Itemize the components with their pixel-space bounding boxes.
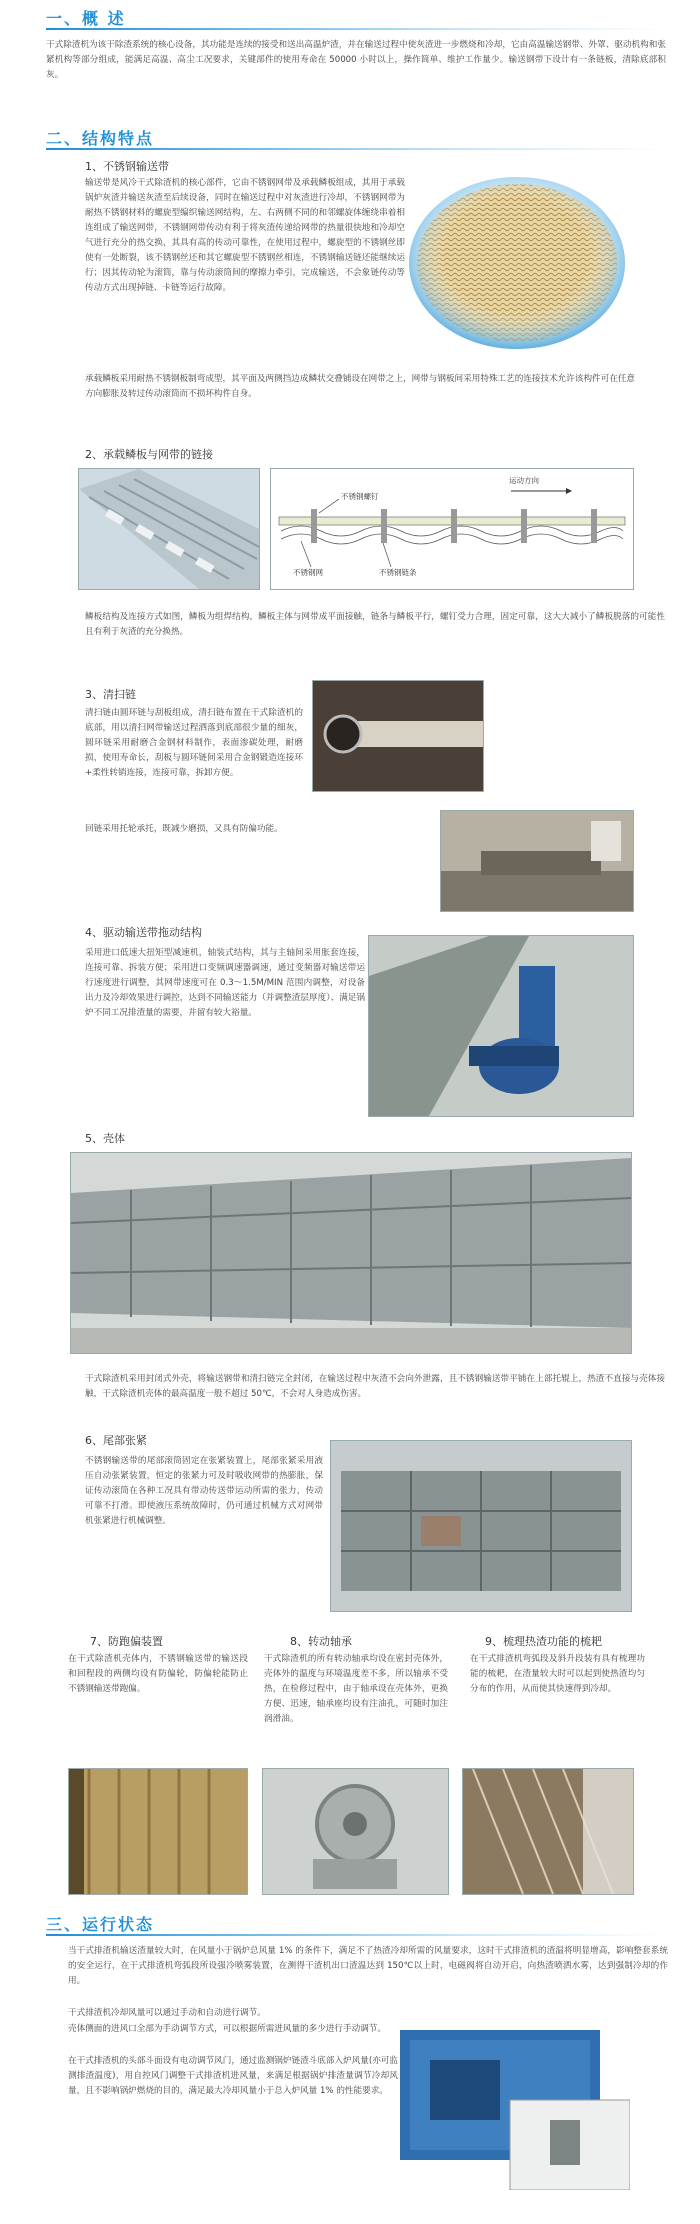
subsection-text-6: 不锈钢输送带的尾部滚筒固定在张紧装置上，尾部张紧采用液压自动张紧装置，恒定的张紧力可及时吸收网带的热膨胀，保证传动滚筒在各种工况具有带动传送带运动所需的张力，传动可靠不打滑。即使液压系统故障时，仍可通过机械方式对网带机张紧进行机械调整。 — [85, 1456, 323, 1526]
subsection-text-3: 清扫链由圆环链与刮板组成，清扫链布置在干式除渣机的底部，用以清扫网带输送过程洒落到底部很少量的细灰，圆环链采用耐磨合金钢材料制作，表面渗碳处理，耐磨损，使用寿命长，刮板与圆环链间采用合金钢锻造连接环+柔性转销连接，连接可靠，拆卸方便。 — [85, 708, 303, 778]
bearing-photo — [262, 1768, 449, 1895]
operation-text-2: 干式排渣机冷却风量可以通过手动和自动进行调节。 — [68, 2008, 266, 2018]
subsection-text-9: 在干式排渣机弯弧段及斜升段装有具有梳理功能的梳耙，在渣量较大时可以起到使热渣均匀分布的作用，从而使其快速得到冷却。 — [470, 1654, 645, 1694]
label-mesh: 不锈钢网 — [293, 568, 323, 577]
damper-photo — [400, 2030, 630, 2190]
subsection-title-4: 4、驱动输送带拖动结构 — [85, 926, 202, 939]
sweep-chain-photo-1 — [312, 680, 484, 792]
section-title-operation: 三、运行状态 — [46, 1915, 155, 1934]
subsection-title-1: 1、不锈钢输送带 — [85, 160, 169, 173]
drive-motor-photo — [368, 935, 634, 1117]
connection-diagram — [270, 468, 634, 590]
tail-tension-photo — [330, 1440, 632, 1612]
subsection-text-4: 采用进口低速大扭矩型减速机，轴装式结构，其与主轴间采用胀套连接，连接可靠、拆装方便；采用进口变频调速器调速，通过变频器对输送带运行速度进行调整，其网带速度可在 0.3～1.5M/MIN 范围内调整，对设备出力及冷却效果进行调控，达到不同输送能力（并调整渣层厚度）、满足锅炉不同工况排渣量的需要，并留有较大裕量。 — [85, 948, 365, 1018]
subsection-title-2: 2、承载鳞板与网带的链接 — [85, 448, 213, 461]
operation-text-1: 当干式排渣机输送渣量较大时，在风量小于锅炉总风量 1% 的条件下，满足不了热渣冷却所需的风量要求，这时干式排渣机的渣温将明显增高，影响整套系统的安全运行，在干式排渣机弯弧段所设强冷喷雾装置，在测得干渣机出口渣温达到 150℃以上时，电磁阀将自动开启，向热渣喷洒水雾，达到强制冷却的作用。 — [68, 1946, 668, 1986]
label-direction: 运动方向 — [509, 476, 539, 485]
section-divider — [46, 28, 666, 30]
subsection-title-5: 5、壳体 — [85, 1132, 125, 1145]
housing-photo — [70, 1152, 632, 1354]
label-screw: 不锈钢螺钉 — [341, 492, 379, 501]
section-title-structure: 二、结构特点 — [46, 129, 155, 148]
label-chain: 不锈钢链条 — [379, 568, 417, 577]
scale-plate-photo — [78, 468, 260, 590]
subsection-text-2: 鳞板结构及连接方式如图，鳞板为组焊结构，鳞板主体与网带成平面接触，链条与鳞板平行，螺钉受力合理，固定可靠，这大大减小了鳞板脱落的可能性且有利于灰渣的充分换热。 — [85, 612, 665, 637]
subsection-text-3b: 回链采用托轮承托，既减少磨损，又具有防偏功能。 — [85, 824, 283, 834]
subsection-title-7: 7、防跑偏装置 — [90, 1635, 163, 1648]
anti-deviation-photo — [68, 1768, 248, 1895]
subsection-text-8: 干式除渣机的所有转动轴承均设在密封壳体外，壳体外的温度与环境温度差不多，所以轴承不受热，在检修过程中，由于轴承设在壳体外，更换方便、迅速，轴承座均设有注油孔，可随时加注润滑油。 — [264, 1654, 448, 1724]
sweep-chain-photo-2 — [440, 810, 634, 912]
subsection-text-5: 干式除渣机采用封闭式外壳，将输送钢带和清扫链完全封闭，在输送过程中灰渣不会向外泄露，且不锈钢输送带平铺在上部托辊上，热渣不直接与壳体接触，干式除渣机壳体的最高温度一般不超过 50℃，不会对人身造成伤害。 — [85, 1374, 665, 1399]
subsection-title-9: 9、梳理热渣功能的梳耙 — [485, 1635, 602, 1648]
operation-text-3: 壳体侧面的进风口全部为手动调节方式，可以根据所需进风量的多少进行手动调节。 — [68, 2024, 386, 2034]
operation-text-4: 在干式排渣机的头部斗面设有电动调节风门，通过监测锅炉链渣斗底部入炉风量(亦可监测排渣温度)，用自控风门调整干式排渣机进风量，来满足根据锅炉排渣量调节冷却风量，且不影响锅炉燃烧的目的，满足最大冷却风量小于总入炉风量 1% 的性能要求。 — [68, 2056, 398, 2096]
mesh-belt-image — [405, 172, 630, 354]
section-title-overview: 一、概 述 — [46, 9, 126, 28]
section-divider — [46, 1934, 666, 1936]
section-divider — [46, 148, 666, 150]
rake-photo — [462, 1768, 634, 1895]
subsection-title-8: 8、转动轴承 — [290, 1635, 352, 1648]
subsection-title-3: 3、清扫链 — [85, 688, 136, 701]
subsection-text-7: 在干式除渣机壳体内，不锈钢输送带的输送段和回程段的两侧均设有防偏轮，防偏轮能防止不锈钢输送带跑偏。 — [68, 1654, 248, 1694]
subsection-title-6: 6、尾部张紧 — [85, 1434, 147, 1447]
subsection-text-1: 输送带是风冷干式除渣机的核心部件，它由不锈钢网带及承载鳞板组成，其用于承载锅炉灰渣并输送灰渣至后续设备，同时在输送过程中对灰渣进行冷却，不锈钢网带为耐热不锈钢材料的螺旋型编织输送网结构，左、右两侧不同的和邻螺旋体缠绕串着相连组成了输送网带，不锈钢网带传动有利于将灰渣传递给网带的热量很快地和冷却空气进行充分的热交换，其具有高的传动可靠性，在使用过程中，螺旋型的不锈钢丝即使有一处断裂，该不锈钢丝还和其它螺旋型不锈钢丝相连，不锈钢输送链还能继续运行；因其传动轮为滚筒，靠与传动滚筒间的摩擦力牵引，完成输送，不会象链传动等传动方式出现掉链、卡链等运行故障。 — [85, 178, 405, 293]
overview-text: 干式除渣机为该干除渣系统的核心设备，其功能是连续的接受和送出高温炉渣，并在输送过程中使灰渣进一步燃烧和冷却，它由高温输送钢带、外罩、驱动机构和张紧机构等部分组成，能满足高温、高尘工况要求，关键部件的使用寿命在 50000 小时以上，操作简单、维护工作量少。输送钢带下设计有一条链板，清除底部积灰。 — [46, 40, 666, 80]
subsection-text-1b: 承载鳞板采用耐热不锈钢板制弯成型，其平面及两侧挡边成鳞状交叠铺设在网带之上，网带与钢板间采用特殊工艺的连接技术允许该构件可在任意方向膨胀及转过传动滚筒而不损坏构件自身。 — [85, 374, 636, 399]
